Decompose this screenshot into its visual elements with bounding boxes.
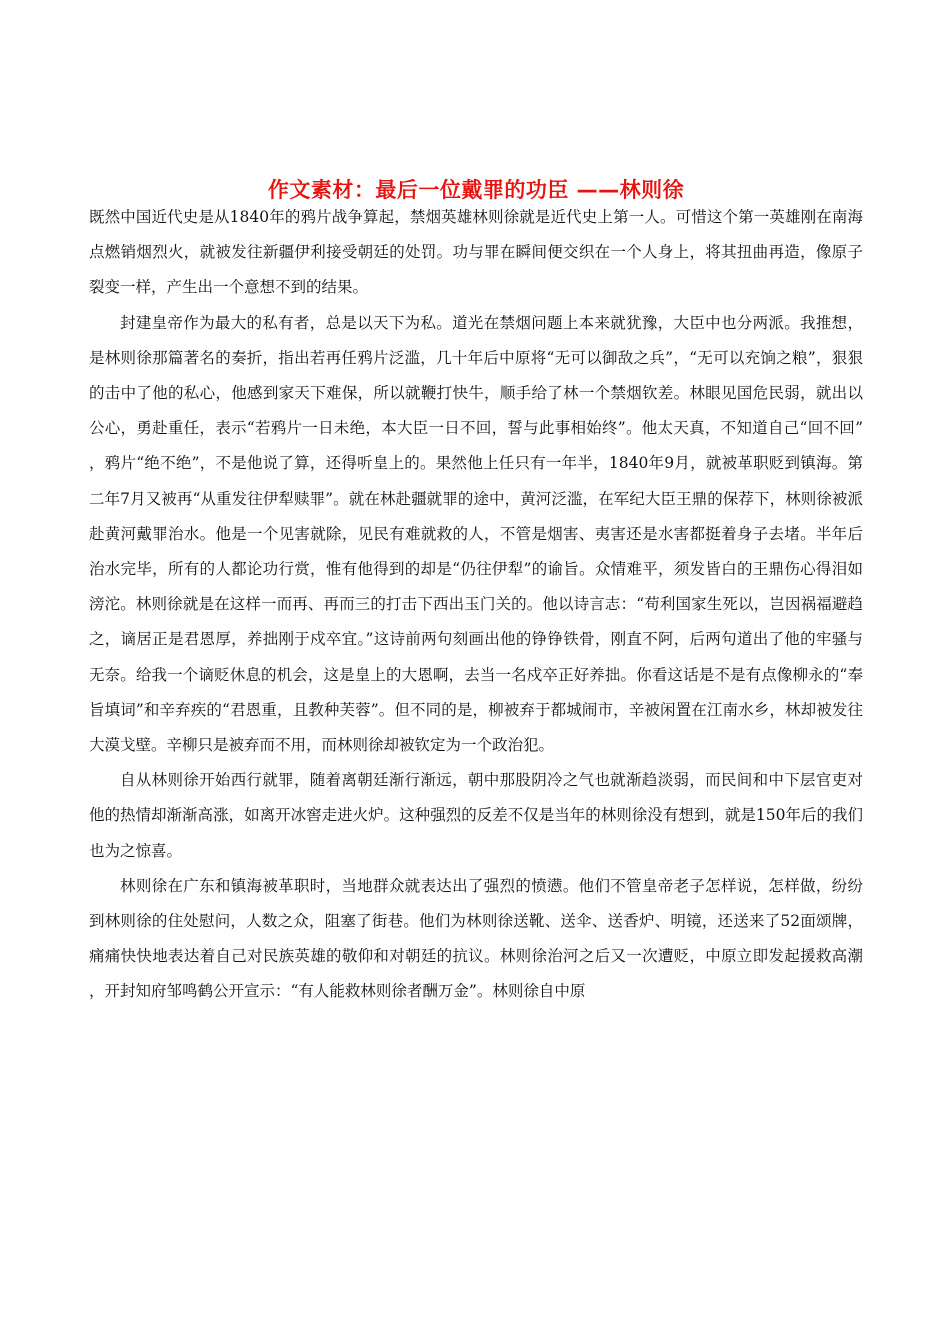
paragraph-1: 既然中国近代史是从1840年的鸦片战争算起，禁烟英雄林则徐就是近代史上第一人。可惜这个第一英雄刚在南海点燃销烟烈火，就被发往新疆伊利接受朝廷的处罚。功与罪在瞬间便交织在一个人身上，将其扭曲再造，像原子裂变一样，产生出一个意想不到的结果。 [89,208,863,297]
document-body [89,200,863,1010]
paragraph-3: 自从林则徐开始西行就罪，随着离朝廷渐行渐远，朝中那股阴冷之气也就渐趋淡弱，而民间和中下层官吏对他的热情却渐渐高涨，如离开冰窖走进火炉。这种强烈的反差不仅是当年的林则徐没有想到，就是150年后的我们也为之惊喜。 [89,771,863,860]
paragraph-2: 封建皇帝作为最大的私有者，总是以天下为私。道光在禁烟问题上本来就犹豫，大臣中也分两派。我推想，是林则徐那篇著名的奏折，指出若再任鸦片泛滥，几十年后中原将“无可以御敌之兵”，“无可以充饷之粮”，狠狠的击中了他的私心，他感到家天下难保，所以就鞭打快牛，顺手给了林一个禁烟钦差。林眼见国危民弱，就出以公心，勇赴重任，表示“若鸦片一日未绝，本大臣一日不回，誓与此事相始终”。他太天真，不知道自己“回不回”，鸦片“绝不绝”，不是他说了算，还得听皇上的。果然他上任只有一年半，1840年9月，就被革职贬到镇海。第二年7月又被再“从重发往伊犁赎罪”。就在林赴疆就罪的途中，黄河泛滥，在军纪大臣王鼎的保荐下，林则徐被派赴黄河戴罪治水。他是一个见害就除，见民有难就救的人，不管是烟害、夷害还是水害都挺着身子去堵。半年后治水完毕，所有的人都论功行赏，惟有他得到的却是“仍往伊犁”的谕旨。众情难平，须发皆白的王鼎伤心得泪如滂沱。林则徐就是在这样一而再、再而三的打击下西出玉门关的。他以诗言志：“苟利国家生死以，岂因祸福避趋之，谪居正是君恩厚，养拙刚于戍卒宜。”这诗前两句刻画出他的铮铮铁骨，刚直不阿，后两句道出了他的牢骚与无奈。给我一个谪贬休息的机会，这是皇上的大恩啊，去当一名戍卒正好养拙。你看这话是不是有点像柳永的“奉旨填词”和辛弃疾的“君恩重，且教种芙蓉”。但不同的是，柳被弃于都城闹市，辛被闲置在江南水乡，林却被发往大漠戈壁。辛柳只是被弃而不用，而林则徐却被钦定为一个政治犯。 [89,313,863,755]
document-title: 作文素材：最后一位戴罪的功臣 ——林则徐 [267,178,685,202]
paragraph-4: 林则徐在广东和镇海被革职时，当地群众就表达出了强烈的愤懑。他们不管皇帝老子怎样说，怎样做，纷纷到林则徐的住处慰问，人数之众，阻塞了街巷。他们为林则徐送靴、送伞、送香炉、明镜，还送来了52面颂牌，痛痛快快地表达着自己对民族英雄的敬仰和对朝廷的抗议。林则徐治河之后又一次遭贬，中原立即发起援救高潮，开封知府邹鸣鹤公开宣示：“有人能救林则徐者酬万金”。林则徐自中原 [89,876,863,1001]
